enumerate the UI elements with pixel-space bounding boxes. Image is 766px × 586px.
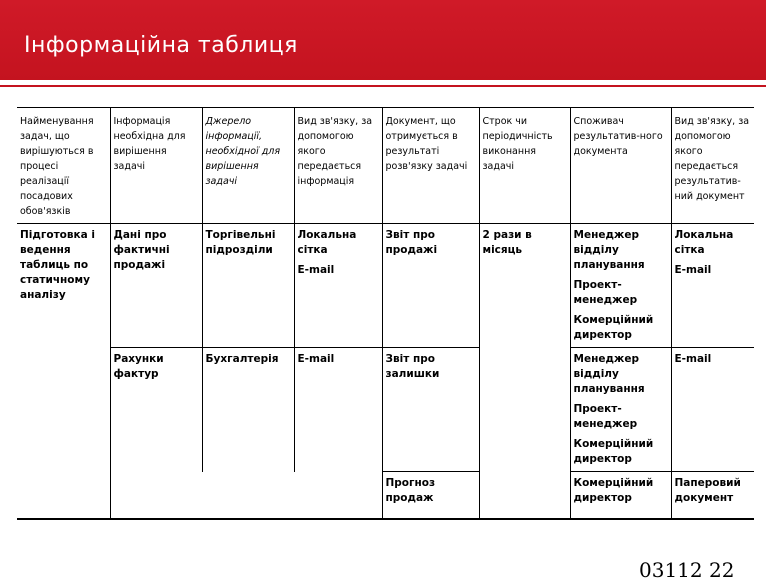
table-header-row (17, 108, 754, 224)
cell-consumer: Комерційний директор (570, 472, 671, 519)
cell-result-link (671, 224, 754, 348)
table-row (17, 472, 754, 519)
cell-document: Звіт про залишки (382, 348, 479, 472)
header-cell-link-type: Вид зв'язку, за допомогою якого передається інформація (294, 108, 382, 224)
cell-consumer (570, 224, 671, 348)
cell-info: Рахунки фактур (110, 348, 202, 472)
cell-result-link: E-mail (671, 348, 754, 472)
header-cell-task-name: Найменування задач, що вирішуються в процесі реалізації посадових обов'язків (17, 108, 110, 224)
consumer-value: Проект-менеджер (573, 279, 638, 306)
cell-link (294, 472, 382, 519)
information-table (17, 107, 754, 520)
cell-link (294, 224, 382, 348)
header-cell-info-source: Джерело інформації, необхідної для вирішення задачі (202, 108, 294, 224)
cell-source (202, 472, 294, 519)
page-number: 03112 22 (639, 558, 735, 582)
header-cell-result-document: Документ, що отримується в результаті розв'язку задачі (382, 108, 479, 224)
consumer-value: Комерційний директор (573, 314, 654, 341)
cell-consumer (570, 348, 671, 472)
cell-info (110, 472, 202, 519)
table-row (17, 348, 754, 472)
cell-link: E-mail (294, 348, 382, 472)
result-link-value: Локальна сітка (674, 229, 734, 256)
header-cell-required-info: Інформація необхідна для вирішення задачі (110, 108, 202, 224)
header-divider (0, 85, 766, 87)
table-row (17, 224, 754, 348)
cell-result-link: Паперовий документ (671, 472, 754, 519)
cell-source: Торгівельні підрозділи (202, 224, 294, 348)
consumer-value: Проект-менеджер (573, 403, 638, 430)
cell-document: Звіт про продажі (382, 224, 479, 348)
cell-period: 2 рази в місяць (479, 224, 570, 519)
cell-source: Бухгалтерія (202, 348, 294, 472)
slide-title: Інформаційна таблиця (24, 33, 298, 58)
consumer-value: Комерційний директор (573, 438, 654, 465)
header-cell-consumer: Споживач результатив-ного документа (570, 108, 671, 224)
consumer-value: Менеджер відділу планування (573, 229, 645, 271)
result-link-value: E-mail (674, 264, 712, 276)
cell-document: Прогноз продаж (382, 472, 479, 519)
header-cell-period: Строк чи періодичність виконання задачі (479, 108, 570, 224)
slide-header (0, 0, 766, 80)
link-value: Локальна сітка (297, 229, 357, 256)
cell-task: Підготовка і ведення таблиць по статичному аналізу (17, 224, 110, 519)
link-value: E-mail (297, 264, 335, 276)
consumer-value: Менеджер відділу планування (573, 353, 645, 395)
cell-info: Дані про фактичні продажі (110, 224, 202, 348)
header-cell-result-link-type: Вид зв'язку, за допомогою якого передається результатив-ний документ (671, 108, 754, 224)
